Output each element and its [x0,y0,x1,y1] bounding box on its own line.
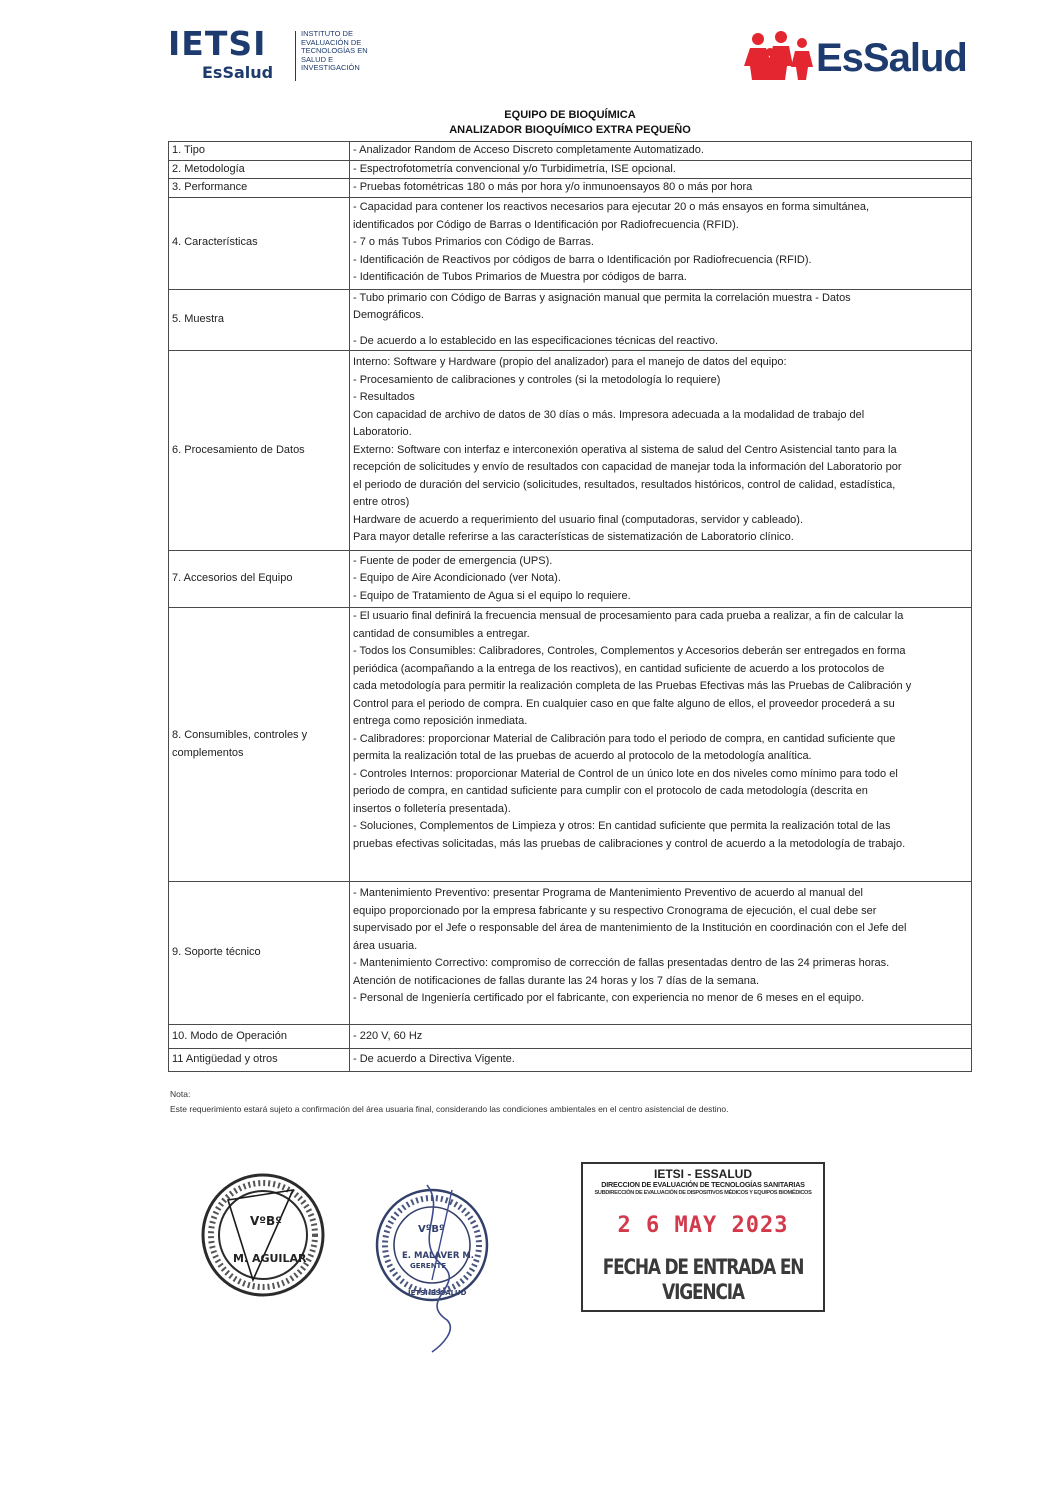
svg-text:VºBº: VºBº [250,1214,282,1228]
svg-text:IETSI-ESSALUD: IETSI-ESSALUD [408,1289,467,1297]
row-value: - 220 V, 60 Hz [350,1025,972,1049]
essalud-logo [744,30,974,82]
table-row [169,289,972,351]
ietsi-logo-sub: EsSalud [202,63,274,82]
signature-seal-icon [372,1180,507,1355]
row-value: Interno: Software y Hardware (propio del analizador) para el manejo de datos del equipo: - Procesamiento de calibraciones y controles (si la metodología lo requiere) - Resultados Con capacidad de archivo de datos de 30 días o más. Impresora adecuada a la modalidad de trabajo del Laboratorio. Externo: Software con interfaz e interconexión operativa al sistema de salud del Centro Asistencial tanto para la recepción de solicitudes y envío de resultados con capacidad de manejar toda la información del Laboratorio por el periodo de duración del servicio (solicitudes, resultados, resultados históricos, control de calidad, estadística, entre otros) Hardware de acuerdo a requerimiento del usuario final (computadoras, servidor y cableado). Para mayor detalle referirse a las características de sistematización de Laboratorio clínico. [350,351,972,551]
table-row [169,179,972,198]
svg-text:VºBº: VºBº [418,1224,445,1235]
approval-seal [198,1170,328,1300]
svg-text:GERENTE: GERENTE [410,1262,447,1270]
row-label: 6. Procesamiento de Datos [169,351,350,551]
row-label: 1. Tipo [169,142,350,161]
table-row [169,882,972,1025]
table-row [169,1049,972,1072]
row-label: 8. Consumibles, controles y complementos [169,608,350,882]
ietsi-logo [168,24,383,86]
stamp-date: 2 6 MAY 2023 [617,1213,789,1238]
table-row [169,1025,972,1049]
svg-text:E. MALAVER M.: E. MALAVER M. [402,1251,475,1261]
entry-date-stamp [581,1162,825,1312]
table-row [169,160,972,179]
round-seal-icon [198,1170,328,1300]
table-row [169,197,972,289]
svg-text:M. AGUILAR: M. AGUILAR [233,1252,307,1265]
table-row [169,351,972,551]
note-body: Este requerimiento estará sujeto a confirmación del área usuaria final, considerando las condiciones ambientales en el centro asistencial de destino. [170,1104,729,1114]
family-figures-icon [744,30,818,82]
row-value: - Mantenimiento Preventivo: presentar Programa de Mantenimiento Preventivo de acuerdo al manual del equipo proporcionado por la empresa fabricante y su respectivo Cronograma de ejecución, el cual debe ser supervisado por el Jefe o responsable del área de mantenimiento de la Institución en coordinación con el Jefe del área usuaria. - Mantenimiento Correctivo: compromiso de corrección de fallas presentadas dentro de las 24 primeras horas. Atención de notificaciones de fallas durante las 24 horas y los 7 días de la semana. - Personal de Ingeniería certificado por el fabricante, con experiencia no menor de 6 meses en el equipo. [350,882,972,1025]
essalud-logo-text: EsSalud [816,36,967,80]
table-row [169,551,972,608]
row-label: 10. Modo de Operación [169,1025,350,1049]
ietsi-logo-text: INSTITUTO DE EVALUACIÓN DE TECNOLOGÍAS EN SALUD E INVESTIGACIÓN [301,29,368,73]
document-title: EQUIPO DE BIOQUÍMICA [504,109,636,121]
row-label: 2. Metodología [169,160,350,179]
stamp-subdirection: SUBDIRECCIÓN DE EVALUACIÓN DE DISPOSITIVOS MÉDICOS Y EQUIPOS BIOMÉDICOS [594,1190,812,1196]
document-subtitle: ANALIZADOR BIOQUÍMICO EXTRA PEQUEÑO [449,124,691,136]
row-label: 5. Muestra [169,289,350,351]
row-value: - Pruebas fotométricas 180 o más por hora y/o inmunoensayos 80 o más por hora [350,179,972,198]
row-value: - Fuente de poder de emergencia (UPS). - Equipo de Aire Acondicionado (ver Nota). - Equipo de Tratamiento de Agua si el equipo lo requiere. [350,551,972,608]
row-label: 9. Soporte técnico [169,882,350,1025]
row-value: - Espectrofotometría convencional y/o Turbidimetría, ISE opcional. [350,160,972,179]
logo-divider [295,31,296,81]
stamp-heading: IETSI - ESSALUD [653,1167,752,1181]
manager-seal [372,1180,507,1355]
spec-table [168,141,972,1072]
row-label: 11 Antigüedad y otros [169,1049,350,1072]
row-value: - Capacidad para contener los reactivos necesarios para ejecutar 20 o más ensayos en forma simultánea, identificados por Código de Barras o Identificación por Radiofrecuencia (RFID). - 7 o más Tubos Primarios con Código de Barras. - Identificación de Reactivos por códigos de barra o Identificación por Radiofrecuencia (RFID). - Identificación de Tubos Primarios de Muestra por códigos de barra. [350,197,972,289]
table-row [169,142,972,161]
note-title: Nota: [170,1089,191,1099]
stamp-direction: DIRECCION DE EVALUACIÓN DE TECNOLOGÍAS SANITARIAS [601,1180,805,1189]
row-label: 4. Características [169,197,350,289]
row-label: 3. Performance [169,179,350,198]
stamp-caption: FECHA DE ENTRADA EN VIGENCIA [602,1255,804,1305]
row-value: - Tubo primario con Código de Barras y asignación manual que permita la correlación muestra - Datos Demográficos. - De acuerdo a lo establecido en las especificaciones técnicas del reactivo. [350,289,972,351]
row-label: 7. Accesorios del Equipo [169,551,350,608]
ietsi-logo-name: IETSI [168,24,267,63]
table-row [169,608,972,882]
row-value: - El usuario final definirá la frecuencia mensual de procesamiento para cada prueba a realizar, a fin de calcular la cantidad de consumibles a entregar. - Todos los Consumibles: Calibradores, Controles, Complementos y Accesorios deberán ser entregados en forma periódica (acompañando a la entrega de los reactivos), en cantidad suficiente de acuerdo a los protocolos de cada metodología para permitir la realización completa de las Pruebas Efectivas más las Pruebas de Calibración y Control para el periodo de compra. En cualquier caso en que falte alguno de ellos, el proveedor procederá a su entrega como reposición inmediata. - Calibradores: proporcionar Material de Calibración para todo el periodo de compra, en cantidad suficiente que permita la realización total de las pruebas de acuerdo al protocolo de la metodología analítica. - Controles Internos: proporcionar Material de Control de un único lote en dos niveles como mínimo para todo el periodo de compra, en cantidad suficiente para cumplir con el protocolo de cada metodología (descrita en insertos o folletería presentada). - Soluciones, Complementos de Limpieza y otros: En cantidad suficiente que permita la realización total de las pruebas efectivas solicitadas, más las pruebas de calibraciones y control de acuerdo a la metodología de trabajo. [350,608,972,882]
row-value: - Analizador Random de Acceso Discreto completamente Automatizado. [350,142,972,161]
row-value: - De acuerdo a Directiva Vigente. [350,1049,972,1072]
